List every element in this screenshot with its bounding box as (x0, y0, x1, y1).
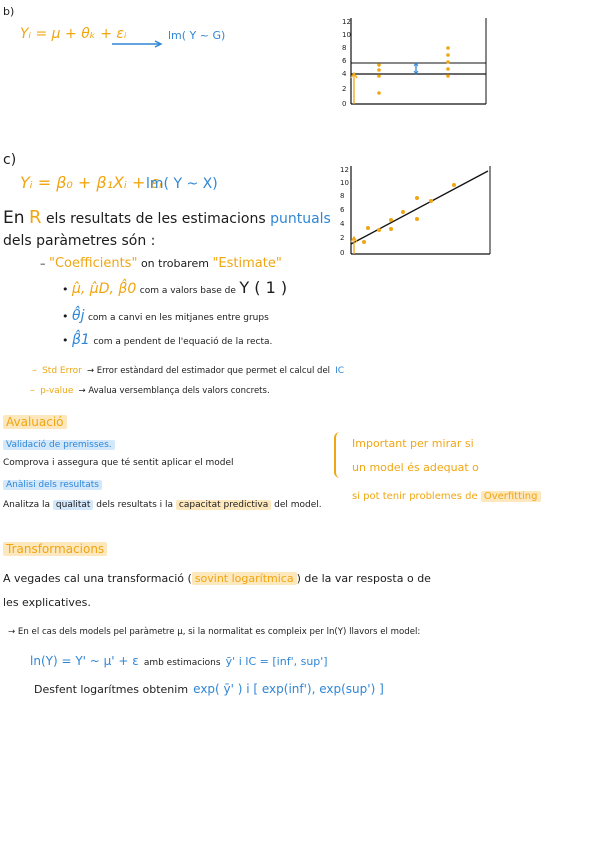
y-tick: 2 (342, 85, 347, 93)
note-bracket (334, 432, 342, 478)
data-point (446, 67, 450, 71)
transformacions-equation: ln(Y) = Y' ~ μ' + ε amb estimacions ȳ' i IC = [inf', sup'] (30, 654, 328, 668)
transformacions-line-2: les explicatives. (3, 596, 91, 609)
y-tick: 6 (342, 57, 347, 65)
part-c-model: lm( Y ~ X) (146, 176, 218, 192)
y-tick: 12 (340, 166, 349, 174)
bullet-theta: • θ̂j com a canvi en les mitjanes entre grups (62, 308, 269, 324)
transformacions-desfent: Desfent logarítmes obtenim exp( ȳ' ) i [ exp(inf'), exp(sup') ] (34, 682, 384, 696)
transformacions-title: Transformacions (3, 543, 107, 555)
data-point (377, 68, 381, 72)
data-point (377, 228, 381, 232)
data-point (366, 226, 370, 230)
avaluacio-title: Avaluació (3, 416, 67, 428)
transformacions-arrow-text: → En el cas dels models pel paràmetre μ, si la normalitat es compleix per ln(Y) llavors el model: (8, 627, 421, 637)
regression-line (351, 171, 488, 244)
y-tick: 10 (340, 179, 349, 187)
part-b-model: lm( Y ~ G) (168, 29, 226, 42)
data-point (362, 240, 366, 244)
analisi-text: Analitza la qualitat dels resultats i la capacitat predictiva del model. (3, 500, 322, 510)
y-tick: 0 (340, 249, 345, 257)
part-b-label: b) (3, 5, 15, 18)
data-point (389, 218, 393, 222)
data-point (452, 183, 456, 187)
note-line-2: un model és adequat o (352, 461, 479, 474)
group-means-chart (338, 16, 490, 112)
arrow-icon (112, 33, 164, 41)
y-tick: 4 (340, 220, 345, 228)
bullet-base-values: • μ̂, μ̂D, β̂0 com a valors base de Y ( 1 ) (62, 278, 288, 297)
y-tick: 8 (342, 44, 347, 52)
data-point (389, 227, 393, 231)
group-means-chart-svg (338, 16, 490, 112)
transformacions-line-1: A vegades cal una transformació ( sovint logarítmica ) de la var resposta o de (3, 572, 431, 585)
data-point (446, 74, 450, 78)
data-point (429, 199, 433, 203)
bullet-beta1: • β̂1 com a pendent de l'equació de la recta. (62, 332, 273, 348)
data-point (446, 53, 450, 57)
p-value-line: – p-value → Avalua versemblança dels valors concrets. (30, 385, 270, 396)
y-tick: 4 (342, 70, 347, 78)
data-point (446, 46, 450, 50)
data-point (401, 210, 405, 214)
validacio-text: Comprova i assegura que té sentit aplicar el model (3, 458, 234, 468)
data-point (446, 60, 450, 64)
note-line-3: si pot tenir problemes de Overfitting (352, 492, 541, 502)
part-c-formula: Yᵢ = β₀ + β₁Xᵢ + εᵢ (20, 173, 162, 192)
y-tick: 2 (340, 234, 345, 242)
data-point (377, 91, 381, 95)
y-tick: 6 (340, 206, 345, 214)
data-point (415, 196, 419, 200)
y-tick: 12 (342, 18, 351, 26)
data-point (377, 63, 381, 67)
part-c-label: c) (3, 152, 17, 168)
part-b-formula: Yᵢ = μ + θₖ + εᵢ (20, 26, 127, 42)
data-point (377, 74, 381, 78)
analisi-label: Anàlisi dels resultats (3, 481, 102, 490)
validacio-label: Validació de premisses. (3, 441, 115, 450)
data-point (415, 217, 419, 221)
y-tick: 0 (342, 100, 347, 108)
r-results-line2: dels paràmetres són : (3, 233, 156, 249)
std-error-line: – Std Error → Error estàndard del estimador que permet el calcul del IC (32, 365, 345, 376)
y-tick: 10 (342, 31, 351, 39)
coefficients-line: – "Coefficients" on trobarem "Estimate" (40, 256, 282, 271)
note-line-1: Important per mirar si (352, 437, 474, 450)
regression-chart-svg (338, 164, 494, 260)
r-results-line1: En R els resultats de les estimacions puntuals (3, 207, 331, 228)
regression-chart (338, 164, 494, 260)
y-tick: 8 (340, 192, 345, 200)
